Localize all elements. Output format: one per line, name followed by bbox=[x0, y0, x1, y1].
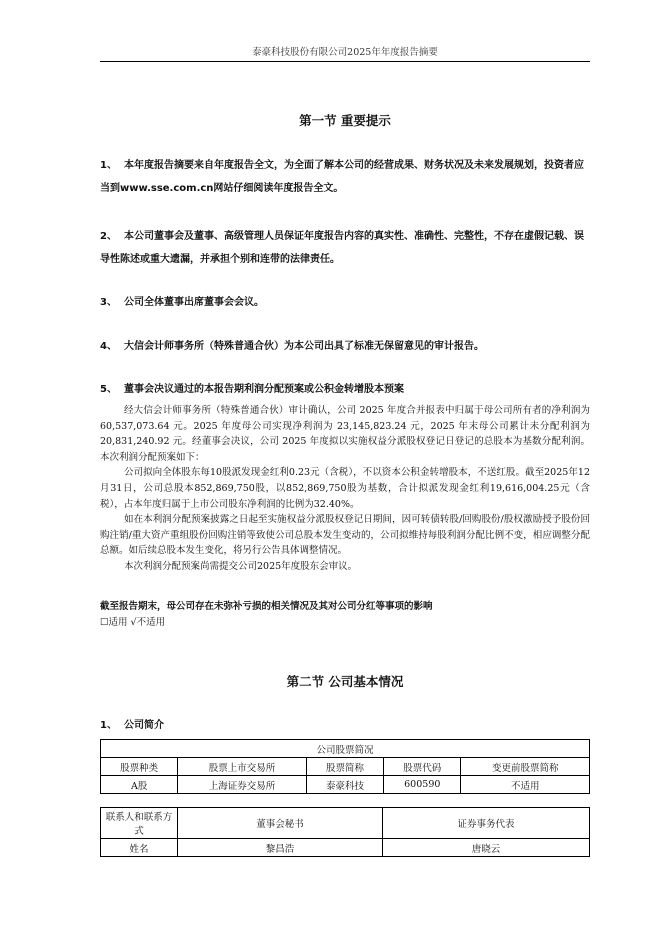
header-cell: 证券事务代表 bbox=[383, 808, 590, 839]
notice-item-2 bbox=[100, 225, 590, 271]
paragraph: 本次利润分配预案尚需提交公司2025年度股东会审议。 bbox=[124, 560, 358, 572]
item-number: 5、 bbox=[100, 384, 117, 395]
stock-info-table bbox=[100, 739, 590, 794]
paragraph: 公司拟向全体股东每10股派发现金红利0.23元（含税），不以资本公积金转增股本，不送红股。截至2025年12月31日，公司总股本852,869,750股，以852,869,750股为基数，合计拟派发现金红利19,616,004.25元（含税），占本年度归属于上市公司股东净利润的比例为32.40%。 bbox=[100, 467, 590, 510]
table-caption: 公司股票简况 bbox=[101, 740, 590, 758]
notice-item-1 bbox=[100, 154, 590, 200]
item-text: 本年度报告摘要来自年度报告全文，为全面了解本公司的经营成果、财务状况及未来发展规划，投资者应当到www.sse.com.cn网站仔细阅读年度报告全文。 bbox=[100, 160, 584, 194]
loss-note: 截至报告期末，母公司存在未弥补亏损的相关情况及其对公司分红等事项的影响 bbox=[100, 601, 433, 612]
profit-distribution-text bbox=[100, 403, 590, 575]
page-header: 泰豪科技股份有限公司2025年年度报告摘要 bbox=[252, 47, 438, 58]
item-number: 1、 bbox=[100, 720, 117, 731]
table-cell: A股 bbox=[101, 776, 178, 794]
table-cell: 不适用 bbox=[461, 776, 590, 794]
table-cell: 泰豪科技 bbox=[306, 776, 383, 794]
header-rule bbox=[100, 61, 590, 62]
header-cell: 股票简称 bbox=[306, 758, 383, 776]
table-cell: 上海证券交易所 bbox=[178, 776, 307, 794]
notice-item-4 bbox=[100, 335, 590, 358]
applicable-checkbox-line: ☐适用 √不适用 bbox=[100, 617, 166, 628]
item-text: 大信会计师事务所（特殊普通合伙）为本公司出具了标准无保留意见的审计报告。 bbox=[124, 341, 484, 352]
header-cell: 联系人和联系方式 bbox=[101, 808, 178, 839]
item-number: 4、 bbox=[100, 341, 117, 352]
header-cell: 股票上市交易所 bbox=[178, 758, 307, 776]
item-number: 1、 bbox=[100, 160, 117, 171]
item-text: 公司全体董事出席董事会会议。 bbox=[124, 297, 264, 308]
table-cell: 600590 bbox=[384, 776, 461, 794]
item-text: 公司简介 bbox=[124, 720, 164, 731]
section1-title: 第一节 重要提示 bbox=[299, 113, 391, 128]
table-header-row bbox=[101, 758, 590, 776]
item-text: 本公司董事会及董事、高级管理人员保证年度报告内容的真实性、准确性、完整性，不存在虚假记载、误导性陈述或重大遗漏，并承担个别和连带的法律责任。 bbox=[100, 231, 584, 265]
table-row bbox=[101, 776, 590, 794]
table-header-row bbox=[101, 808, 590, 839]
section2-title: 第二节 公司基本情况 bbox=[286, 674, 404, 689]
table-cell: 姓名 bbox=[101, 839, 178, 857]
table-cell: 黎昌浩 bbox=[178, 839, 383, 857]
header-cell: 股票种类 bbox=[101, 758, 178, 776]
table-row bbox=[101, 839, 590, 857]
item-number: 2、 bbox=[100, 231, 117, 242]
company-intro-heading bbox=[100, 714, 590, 737]
notice-item-3 bbox=[100, 291, 590, 314]
item-number: 3、 bbox=[100, 297, 117, 308]
header-cell: 股票代码 bbox=[384, 758, 461, 776]
item-text: 董事会决议通过的本报告期利润分配预案或公积金转增股本预案 bbox=[124, 384, 404, 395]
contact-table bbox=[100, 807, 590, 857]
paragraph: 经大信会计师事务所（特殊普通合伙）审计确认，公司 2025 年度合并报表中归属于母公司所有者的净利润为 60,537,073.64 元。2025 年度母公司实现净利润为 23,145,823.24 元，2025 年末母公司累计未分配利润为 20,831,240.92 元。经董事会决议，公司 2025 年度拟以实施权益分派股权登记日登记的总股本为基数分配利润。本次利润分配预案如下： bbox=[100, 405, 590, 463]
header-cell: 董事会秘书 bbox=[178, 808, 383, 839]
table-cell: 唐晓云 bbox=[383, 839, 590, 857]
notice-item-5 bbox=[100, 378, 590, 401]
paragraph: 如在本利润分配预案披露之日起至实施权益分派股权登记日期间，因可转债转股/回购股份/股权激励授予股份回购注销/重大资产重组股份回购注销等致使公司总股本发生变动的，公司拟维持每股利润分配比例不变，相应调整分配总额。如后续总股本发生变化，将另行公告具体调整情况。 bbox=[100, 514, 590, 557]
header-cell: 变更前股票简称 bbox=[461, 758, 590, 776]
